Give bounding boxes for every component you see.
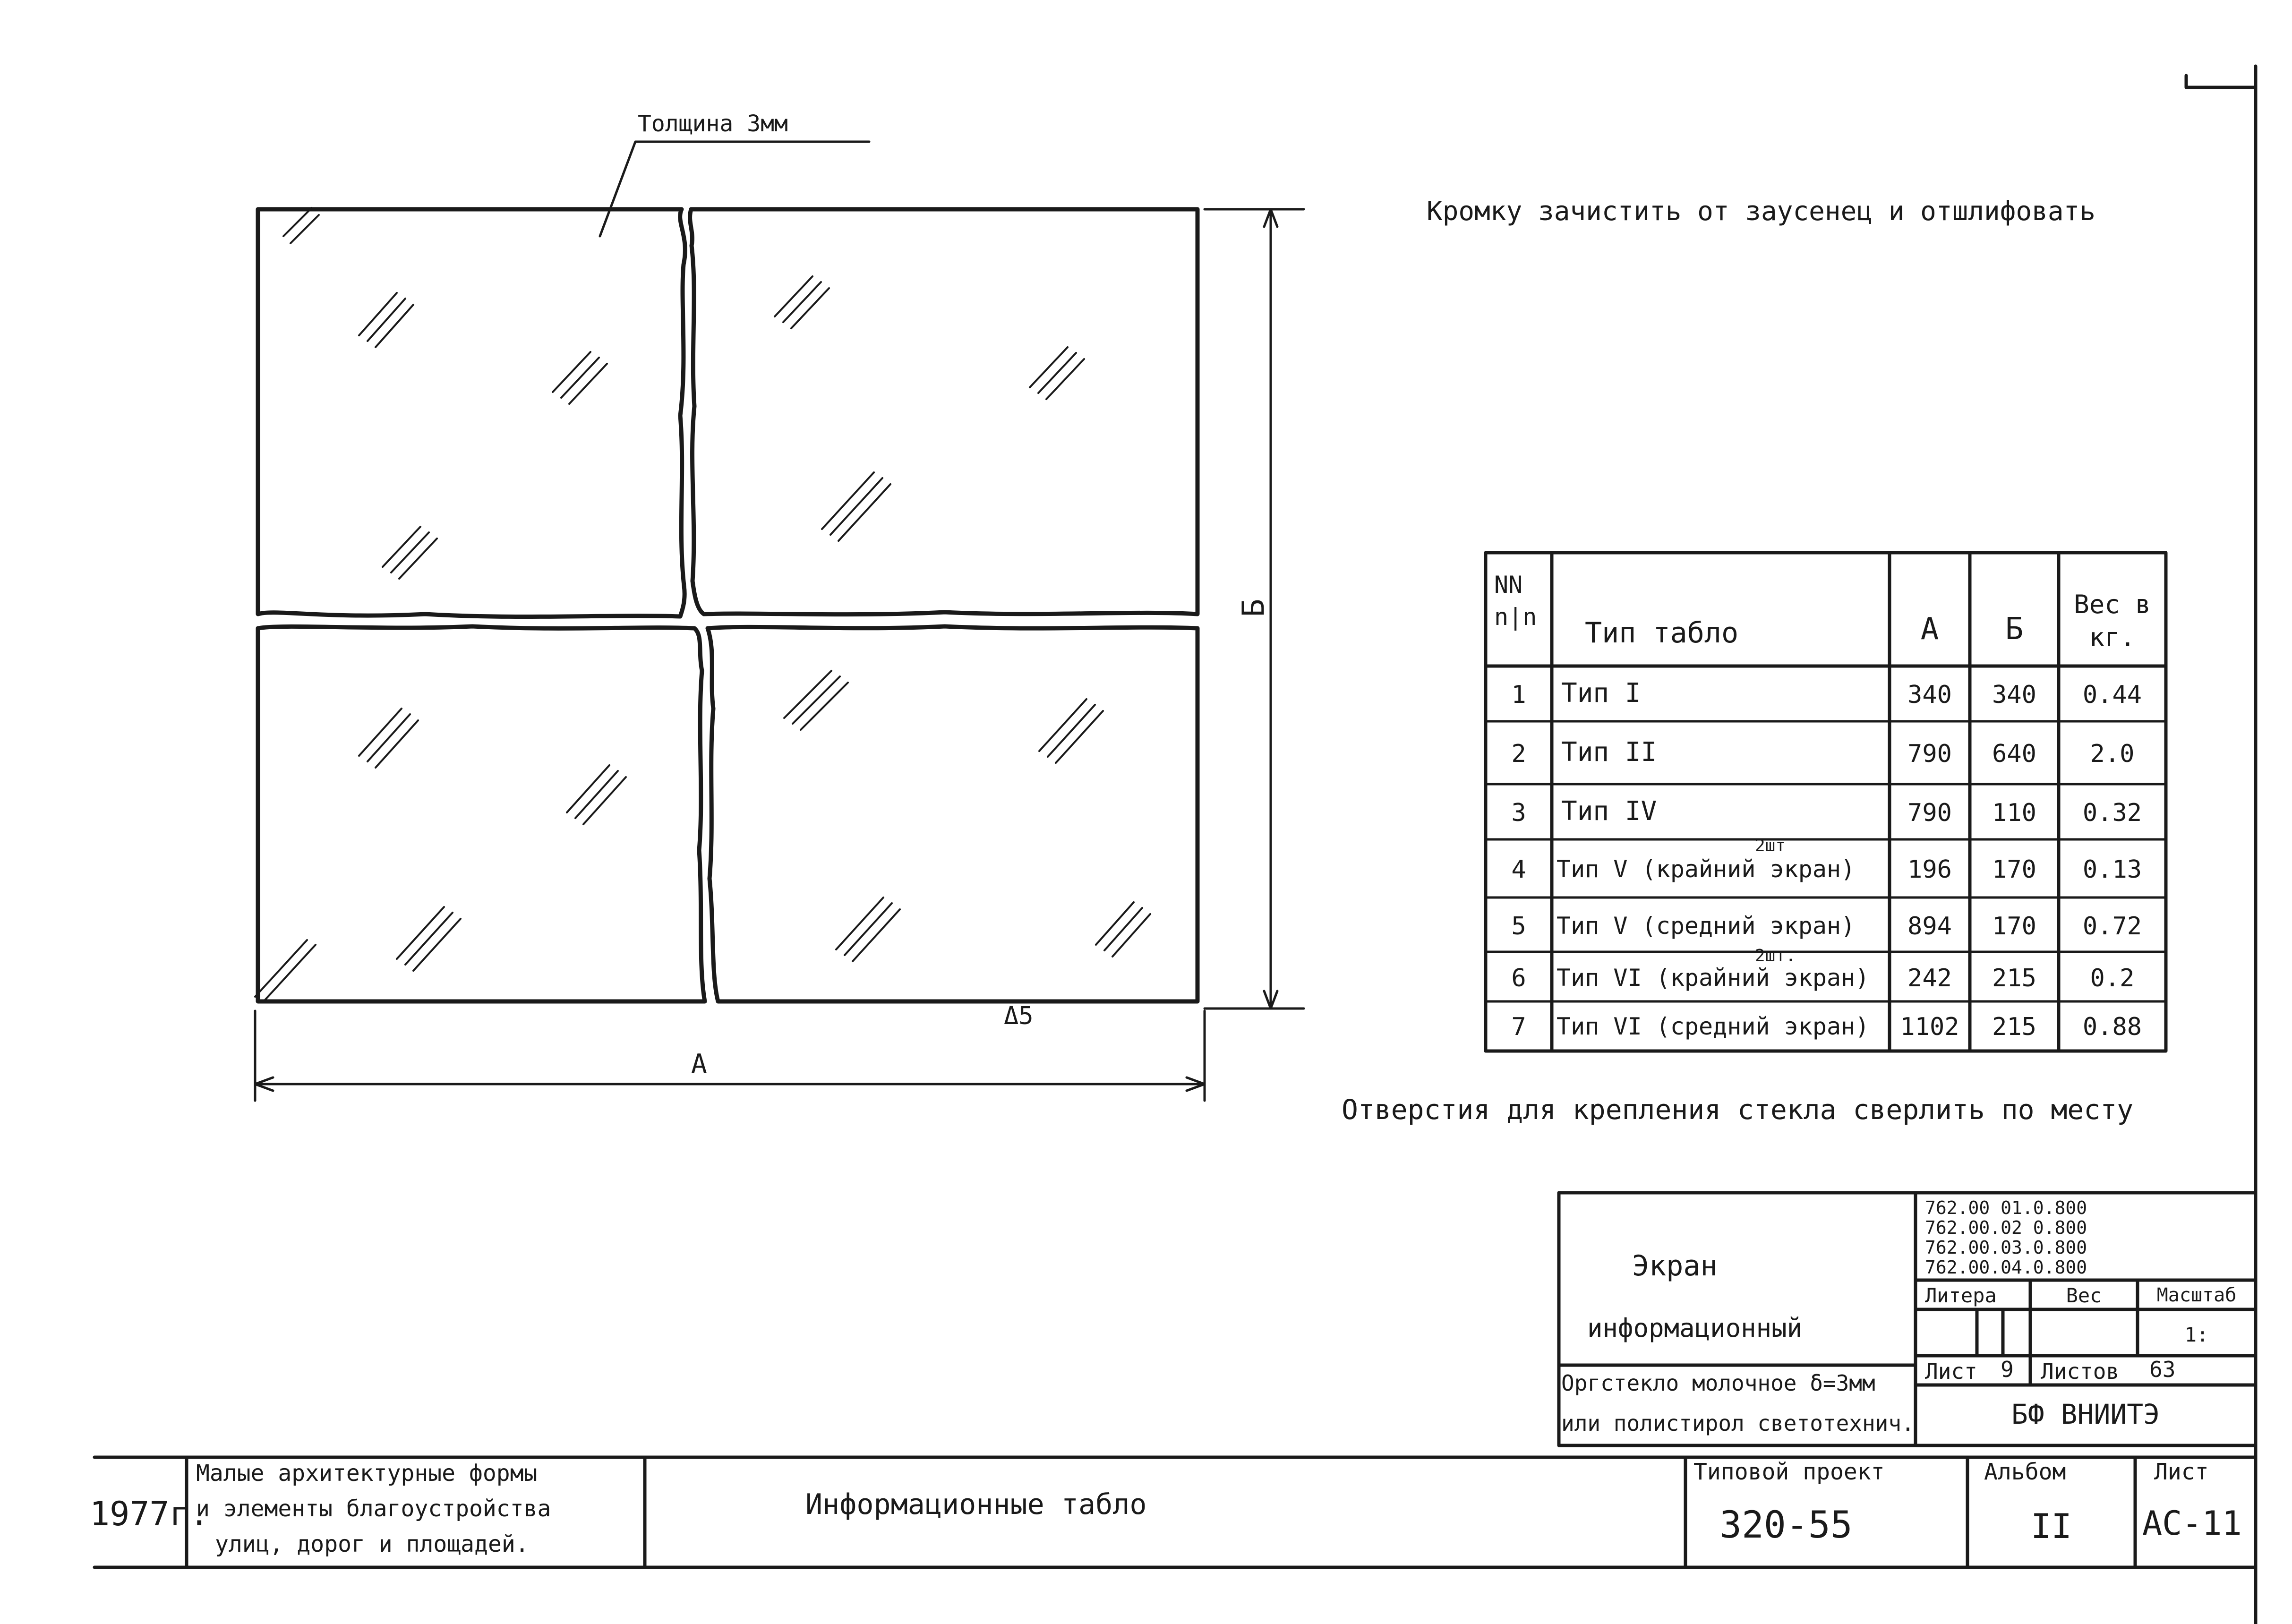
- series-line2: и элементы благоустройства: [196, 1496, 551, 1522]
- project-number: 320-55: [1719, 1504, 1853, 1547]
- holes-note: Отверстия для крепления стекла сверлить по месту: [1342, 1094, 2134, 1126]
- table-header-number: NN n|n: [1494, 571, 1537, 631]
- project-label: Типовой проект: [1693, 1459, 1885, 1485]
- row-quantity: 2шт: [1755, 836, 1786, 855]
- doc-code-4: 762.00.04.0.800: [1925, 1257, 2087, 1278]
- table-header-weight: Вес в кг.: [2074, 590, 2151, 653]
- row-type: Тип VI (средний экран): [1557, 1013, 1870, 1040]
- sheet-label: Лист: [1925, 1359, 1977, 1384]
- row-type: Тип V (средний экран): [1557, 912, 1856, 940]
- row-weight: 0.44: [2082, 681, 2142, 709]
- thickness-note: Толщина 3мм: [638, 111, 788, 137]
- doc-code-3: 762.00.03.0.800: [1925, 1237, 2087, 1258]
- glass-quadrant-bottom-left: [258, 626, 705, 1001]
- row-a: 894: [1907, 912, 1952, 940]
- material-line1: Оргстекло молочное δ=3мм: [1561, 1370, 1875, 1396]
- series-line1: Малые архитектурные формы: [196, 1460, 538, 1487]
- row-weight: 2.0: [2090, 740, 2135, 768]
- material-line2: или полистирол светотехнич.: [1561, 1410, 1915, 1436]
- series-line3: улиц, дорог и площадей.: [215, 1531, 529, 1557]
- doc-code-1: 762.00 01.0.800: [1925, 1197, 2087, 1218]
- row-weight: 0.32: [2082, 799, 2142, 827]
- organization-name: БФ ВНИИТЭ: [2011, 1398, 2160, 1430]
- year: 1977г.: [90, 1495, 209, 1533]
- edge-finish-note: Кромку зачистить от заусенец и отшлифовать: [1427, 196, 2096, 227]
- row-a: 790: [1907, 799, 1952, 827]
- row-a: 790: [1907, 740, 1952, 768]
- table-header-b: Б: [2005, 612, 2024, 647]
- row-b: 215: [1992, 964, 2036, 992]
- row-weight: 0.2: [2090, 964, 2135, 992]
- row-type: Тип II: [1561, 737, 1657, 768]
- row-number: 3: [1511, 799, 1526, 827]
- table-header-a: А: [1920, 612, 1939, 647]
- row-b: 170: [1992, 912, 2036, 940]
- sheet-number: 9: [2001, 1357, 2014, 1382]
- row-number: 5: [1511, 912, 1526, 940]
- row-a: 196: [1907, 855, 1952, 884]
- glass-quadrant-top-right: [690, 209, 1197, 615]
- scale-label: Масштаб: [2156, 1284, 2237, 1306]
- corner-mark: [2186, 76, 2256, 87]
- row-b: 340: [1992, 681, 2036, 709]
- litera-label: Литера: [1925, 1284, 1997, 1307]
- row-b: 170: [1992, 855, 2036, 884]
- thickness-leader: [600, 142, 869, 236]
- row-a: 340: [1907, 681, 1952, 709]
- row-b: 110: [1992, 799, 2036, 827]
- footer-sheet-number: АС-11: [2142, 1504, 2242, 1543]
- row-b: 640: [1992, 740, 2036, 768]
- row-number: 6: [1511, 964, 1526, 992]
- row-number: 7: [1511, 1013, 1526, 1041]
- footer-sheet-label: Лист: [2154, 1459, 2209, 1485]
- glass-pane-drawing: [255, 142, 1197, 1001]
- row-weight: 0.88: [2082, 1013, 2142, 1041]
- row-type: Тип IV: [1561, 796, 1657, 827]
- item-name-line1: Экран: [1632, 1249, 1718, 1282]
- album-label: Альбом: [1984, 1459, 2066, 1485]
- sheets-label: Листов: [2041, 1359, 2120, 1384]
- row-number: 4: [1511, 855, 1526, 884]
- dimension-b-label: Б: [1236, 598, 1272, 617]
- weight-label: Вес: [2066, 1284, 2102, 1307]
- glass-hatching: [255, 208, 1150, 1001]
- row-weight: 0.13: [2082, 855, 2142, 884]
- row-type: Тип I: [1561, 678, 1641, 709]
- table-header-type: Тип табло: [1585, 616, 1739, 650]
- dimension-a-label: А: [691, 1049, 707, 1079]
- sheets-count: 63: [2149, 1357, 2176, 1382]
- weld-mark: Δ5: [1004, 1002, 1034, 1030]
- glass-quadrant-top-left: [258, 209, 685, 617]
- glass-quadrant-bottom-right: [708, 626, 1197, 1001]
- doc-code-2: 762.00.02 0.800: [1925, 1217, 2087, 1238]
- item-name-line2: информационный: [1587, 1313, 1803, 1343]
- row-number: 1: [1511, 681, 1526, 709]
- drawing-title: Информационные табло: [805, 1488, 1147, 1521]
- row-type: Тип V (крайний экран): [1557, 855, 1856, 883]
- row-type: Тип VI (крайний экран): [1557, 964, 1870, 991]
- row-quantity: 2шт.: [1755, 946, 1796, 966]
- row-a: 1102: [1900, 1013, 1959, 1041]
- dimension-lines: [255, 209, 1304, 1101]
- row-number: 2: [1511, 740, 1526, 768]
- row-b: 215: [1992, 1013, 2036, 1041]
- album-number: II: [2031, 1506, 2072, 1546]
- row-a: 242: [1907, 964, 1952, 992]
- scale-value: 1:: [2184, 1323, 2209, 1346]
- row-weight: 0.72: [2082, 912, 2142, 940]
